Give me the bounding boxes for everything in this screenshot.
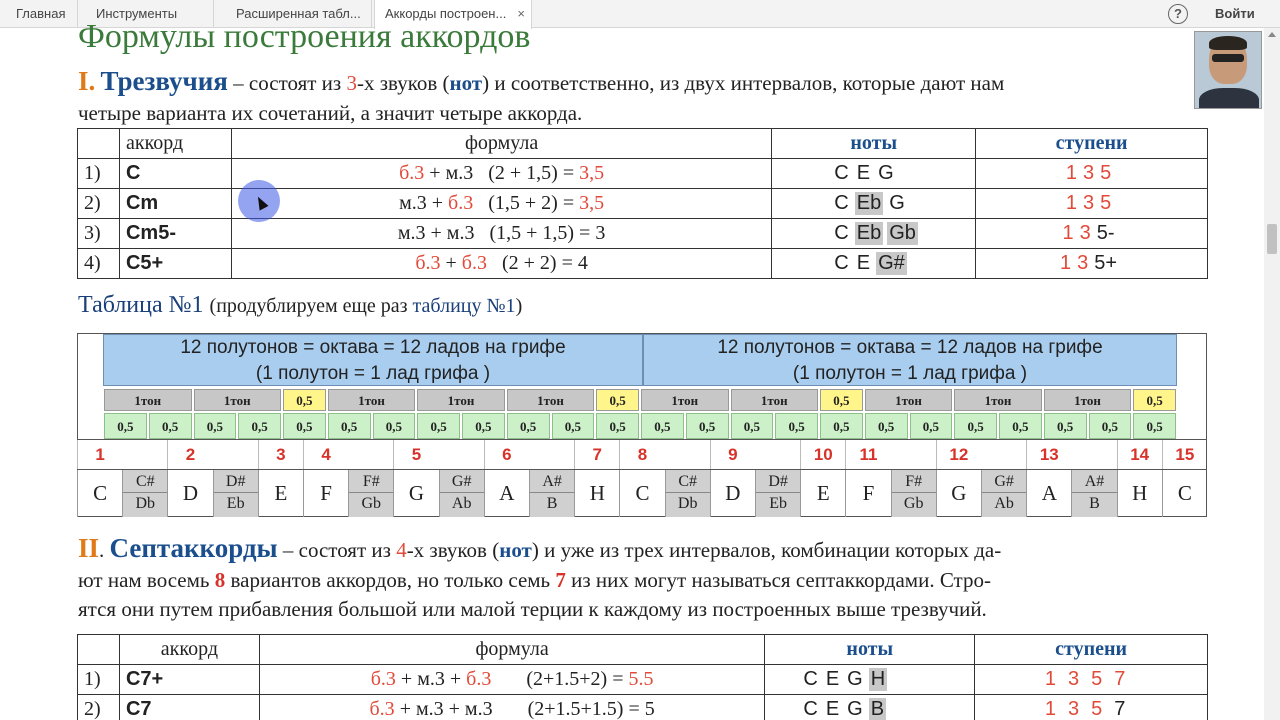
note-cell: E [800,470,845,517]
interval: м.3 [399,192,427,214]
step: 3 [1067,698,1080,720]
chord-notes [772,189,976,219]
semitone-cell: 0,5 [328,413,371,439]
login-button[interactable]: Войти [1215,6,1255,21]
chord-notes [765,665,975,695]
note: Gb [889,222,916,244]
notes-word: нот [499,538,532,562]
note: E [825,698,840,720]
note: G# [878,252,905,274]
fret-number-row [77,439,1207,469]
interval: б.3 [399,162,425,184]
flat-name: Gb [361,495,382,512]
fret-number: 11 [845,440,890,470]
text: ) [515,295,523,317]
note: G [889,192,905,214]
triads-paragraph-line2: четыре варианта их сочетаний, а значит четыре аккорда. [78,101,583,125]
sevenths-paragraph-line3: ятся они путем прибавления большой или малой терции к каждому из построенных выше трезвучий. [78,597,987,621]
fret-number: 13 [1026,440,1071,470]
interval: б.3 [461,252,487,274]
semitone-cell: 0,5 [283,413,326,439]
note-cell: D [710,470,755,517]
chord-notes [772,219,976,249]
tone-cell: 1тон [417,389,505,411]
interval: б.3 [415,252,441,274]
note-cell [348,470,393,517]
header-cell: ступени [975,635,1208,665]
step: 3 [1077,252,1089,274]
semitone-cell: 0,5 [1133,413,1176,439]
step: 3 [1067,668,1080,690]
chord-steps [976,219,1208,249]
plus: + [425,222,447,244]
chord-formula [259,665,765,695]
triads-paragraph-line1 [78,66,1004,98]
flat-name: Ab [451,495,472,512]
semitone-cell: 0,5 [641,413,684,439]
semitone-cell: 0,5 [1044,413,1087,439]
number: 4 [396,538,407,562]
formula-part: 5 [644,698,655,720]
flat-name: Eb [226,495,245,512]
text: ) и соответственно, из двух интервалов, которые дают нам [482,71,1005,95]
text: – состоят из [277,538,397,562]
step: 1 [1044,698,1056,720]
chord-name: C5+ [119,249,231,279]
chord-steps [975,695,1208,720]
octave-line1: 12 полутонов = октава = 12 ладов на грифе [717,337,1103,358]
note-cell [1071,470,1116,517]
note: C [834,222,849,244]
tab-extended-table[interactable]: Расширенная табл... [226,0,372,28]
chord-formula [231,189,771,219]
note-names-row [77,469,1207,516]
formula-part: + [394,698,416,720]
fret-number: 9 [710,440,755,470]
sevenths-heading: Септаккорды [109,533,278,563]
text: (продублируем еще раз [209,295,413,317]
scrollbar-thumb[interactable] [1267,224,1277,254]
semitone-cell: 0,5 [1089,413,1132,439]
formula-part: м.3 [417,668,445,690]
chord-formula [231,219,771,249]
sevenths-paragraph-line1 [78,533,1001,565]
calc: (2 + 2) = [486,252,578,274]
plus: + [426,192,449,214]
triads-heading: Трезвучия [100,66,228,96]
semitone-cell: 0,5 [462,413,505,439]
row-number: 2) [78,189,120,219]
header-cell: формула [231,129,771,159]
plus: + [424,162,446,184]
note-cell: H [574,470,619,517]
sharp-name: A# [1072,471,1116,493]
note: E [825,668,840,690]
half-tone-cell: 0,5 [1133,389,1176,411]
formula-part: б.3 [370,668,396,690]
formula-part: м.3 [464,698,493,720]
chord-notes [772,249,976,279]
table1-link[interactable]: таблицу №1 [412,295,516,317]
semitone-cell: 0,5 [149,413,192,439]
note-cell: A [484,470,529,517]
calc: (1,5 + 1,5) = [474,222,596,244]
webcam-hair [1209,36,1247,50]
text: из них могут называться септаккордами. Стро- [565,568,991,592]
number: 8 [214,568,226,592]
interval: м.3 [445,162,474,184]
octave-line2: (1 полутон = 1 лад грифа ) [792,363,1028,384]
step: 3 [1083,192,1095,214]
row-number: 1) [78,159,120,189]
chord-formula [231,159,771,189]
flat-name: Db [135,495,156,512]
note: G [878,162,894,184]
fret-number: 7 [574,440,619,470]
semitone-cell: 0,5 [373,413,416,439]
note-cell [981,470,1026,517]
text: ют нам восемь [78,568,215,592]
tone-cell: 1тон [194,389,282,411]
note-cell [665,470,710,517]
plus: + [440,252,462,274]
note: E [856,162,871,184]
text: вариантов аккордов, но только семь [225,568,556,592]
semitone-cell: 0,5 [104,413,147,439]
note-cell [213,470,258,517]
step: 5+ [1094,252,1118,274]
fret-number: 1 [77,440,122,470]
header-cell: ноты [772,129,976,159]
interval: б.3 [448,192,474,214]
fret-number: 3 [258,440,303,470]
interval: м.3 [446,222,475,244]
semitone-cell: 0,5 [507,413,550,439]
step: 5 [1100,192,1112,214]
step: 7 [1114,668,1126,690]
text: -х звуков ( [406,538,500,562]
formula-part: (2+1.5+2) = [491,668,629,690]
chord-notes [765,695,975,720]
sharp-name: D# [756,471,800,493]
tone-cell: 1тон [954,389,1042,411]
semitone-cell: 0,5 [596,413,639,439]
number: 3 [346,71,357,95]
table-header-row [78,635,1208,665]
semitone-cell: 0,5 [552,413,595,439]
note: C [803,668,818,690]
half-tone-cell: 0,5 [820,389,863,411]
note-cell: C [77,470,122,517]
fret-number: 12 [936,440,981,470]
octave-line1: 12 полутонов = октава = 12 ладов на грифе [180,337,566,358]
header-cell: аккорд [119,129,231,159]
note: G [847,698,863,720]
note-cell: A [1026,470,1071,517]
note-cell: H [1117,470,1162,517]
calc: (1,5 + 2) = [473,192,580,214]
formula-part: + [395,668,418,690]
note-cell: G [393,470,438,517]
flat-name: Ab [994,495,1014,512]
header-cell [78,129,120,159]
table1-title-text: Таблица №1 [78,292,204,318]
step: 1 [1062,222,1074,244]
flat-name: Db [677,495,698,512]
fret-number: 2 [167,440,212,470]
table-row [78,219,1208,249]
note: G [847,668,863,690]
result: 3 [595,222,606,244]
fret-number: 4 [303,440,348,470]
text: ) и уже из трех интервалов, комбинации которых да- [531,538,1002,562]
note: Eb [856,192,882,214]
header-cell: аккорд [119,635,259,665]
header-cell [78,635,120,665]
tone-cell: 1тон [865,389,953,411]
octave-header [103,334,643,386]
octave-line2: (1 полутон = 1 лад грифа ) [255,363,491,384]
close-icon[interactable]: × [517,6,525,21]
row-number: 2) [78,695,120,720]
fret-number: 14 [1117,440,1162,470]
chord-name: C7+ [119,665,259,695]
note-cell [122,470,167,517]
step: 5 [1091,668,1103,690]
semitone-cell: 0,5 [417,413,460,439]
tone-cell: 1тон [641,389,729,411]
note-cell: F [845,470,890,517]
note-cell: C [619,470,664,517]
step: 5 [1100,162,1112,184]
chord-name: Cm5- [119,219,231,249]
header-cell: ноты [765,635,975,665]
result: 3,5 [579,192,605,214]
row-number: 3) [78,219,120,249]
semitone-cell: 0,5 [194,413,237,439]
sevenths-paragraph-line2 [78,565,991,595]
fret-number: 10 [800,440,845,470]
scroll-up-icon[interactable] [1268,32,1276,37]
chord-formula [231,249,771,279]
formula-part: + [444,668,467,690]
flat-name: Eb [769,495,787,512]
table1-sub [210,295,523,317]
tab-home[interactable]: Главная [6,0,78,28]
tone-cell: 1тон [731,389,819,411]
semitone-cell: 0,5 [775,413,818,439]
fret-number: 5 [393,440,438,470]
note-cell: G [936,470,981,517]
tab-chords-label: Аккорды построен... [385,6,507,21]
sharp-name: F# [892,471,936,493]
chord-name: Cm [119,189,231,219]
formula-part: 5.5 [628,668,654,690]
roman-numeral-1: I. [78,66,96,96]
sharp-name: G# [982,471,1026,493]
formula-part: м.3 [415,698,444,720]
table-row [78,249,1208,279]
chord-name: C [119,159,231,189]
chord-name: C7 [119,695,259,720]
flat-name: B [546,495,558,512]
note: E [856,252,871,274]
step: 7 [1114,698,1126,720]
chord-formula [259,695,765,720]
note: Eb [856,222,882,244]
chord-steps [975,665,1208,695]
note: C [834,192,849,214]
formula-part: б.3 [466,668,492,690]
octave-header [643,334,1177,386]
flat-name: Gb [903,495,924,512]
formula-part: + [443,698,465,720]
roman-numeral-2: II [78,533,100,563]
row-number: 1) [78,665,120,695]
formula-part: (2+1.5+1.5) = [492,698,645,720]
note-cell: D [167,470,212,517]
header-cell: ступени [976,129,1208,159]
sharp-name: G# [440,471,484,493]
tone-cell: 1тон [507,389,595,411]
note-cell: C [1162,470,1207,517]
note: C [803,698,818,720]
semitone-cell: 0,5 [686,413,729,439]
chord-steps [976,189,1208,219]
note-cell [891,470,936,517]
scrollbar[interactable] [1264,28,1280,720]
note-cell [529,470,574,517]
webcam-video [1194,31,1262,109]
chord-notes [772,159,976,189]
flat-name: B [1089,495,1100,512]
text: . [99,538,110,562]
note: H [870,668,886,690]
table-row [78,665,1208,695]
number: 7 [555,568,566,592]
semitone-cell: 0,5 [238,413,281,439]
interval: м.3 [397,222,426,244]
tab-tools[interactable]: Инструменты [86,0,214,28]
semitone-cell: 0,5 [910,413,953,439]
half-tone-cell: 0,5 [596,389,639,411]
row-number: 4) [78,249,120,279]
note-cell: E [258,470,303,517]
step: 3 [1079,222,1091,244]
webcam-body [1199,88,1259,109]
semitone-cell: 0,5 [820,413,863,439]
tone-cell: 1тон [104,389,192,411]
semitone-cell: 0,5 [954,413,997,439]
chord-steps [976,159,1208,189]
note-cell [439,470,484,517]
step: 3 [1083,162,1095,184]
fret-number: 15 [1162,440,1207,470]
semitone-cell: 0,5 [731,413,774,439]
fret-number: 6 [484,440,529,470]
webcam-glasses [1212,54,1244,62]
step: 1 [1044,668,1056,690]
text: -х звуков ( [356,71,450,95]
sevenths-table [77,634,1208,720]
note: B [870,698,885,720]
text: – состоят из [227,71,347,95]
half-tone-cell: 0,5 [283,389,326,411]
tone-cell: 1тон [1044,389,1132,411]
sharp-name: F# [349,471,393,493]
step: 1 [1060,252,1072,274]
calc: (2 + 1,5) = [473,162,580,184]
sharp-name: D# [214,471,258,493]
semitone-cell: 0,5 [999,413,1042,439]
semitone-cell: 0,5 [865,413,908,439]
header-cell: формула [259,635,765,665]
step: 1 [1065,192,1078,214]
page-title: Формулы построения аккордов [78,18,531,55]
chord-steps [976,249,1208,279]
note-cell [755,470,800,517]
step: 1 [1065,162,1078,184]
table1-title [78,292,522,319]
note: C [834,252,849,274]
step: 5 [1091,698,1103,720]
notes-word: нот [449,71,483,95]
sharp-name: C# [666,471,710,493]
formula-part: б.3 [369,698,395,720]
fret-number: 8 [619,440,664,470]
result: 4 [577,252,588,274]
note: C [834,162,849,184]
sharp-name: C# [123,471,167,493]
step: 5- [1096,222,1115,244]
sharp-name: A# [530,471,574,493]
table-header-row [78,129,1208,159]
tone-cell: 1тон [328,389,416,411]
table-row [78,695,1208,720]
help-icon[interactable]: ? [1168,4,1188,24]
note-cell: F [303,470,348,517]
result: 3,5 [579,162,605,184]
